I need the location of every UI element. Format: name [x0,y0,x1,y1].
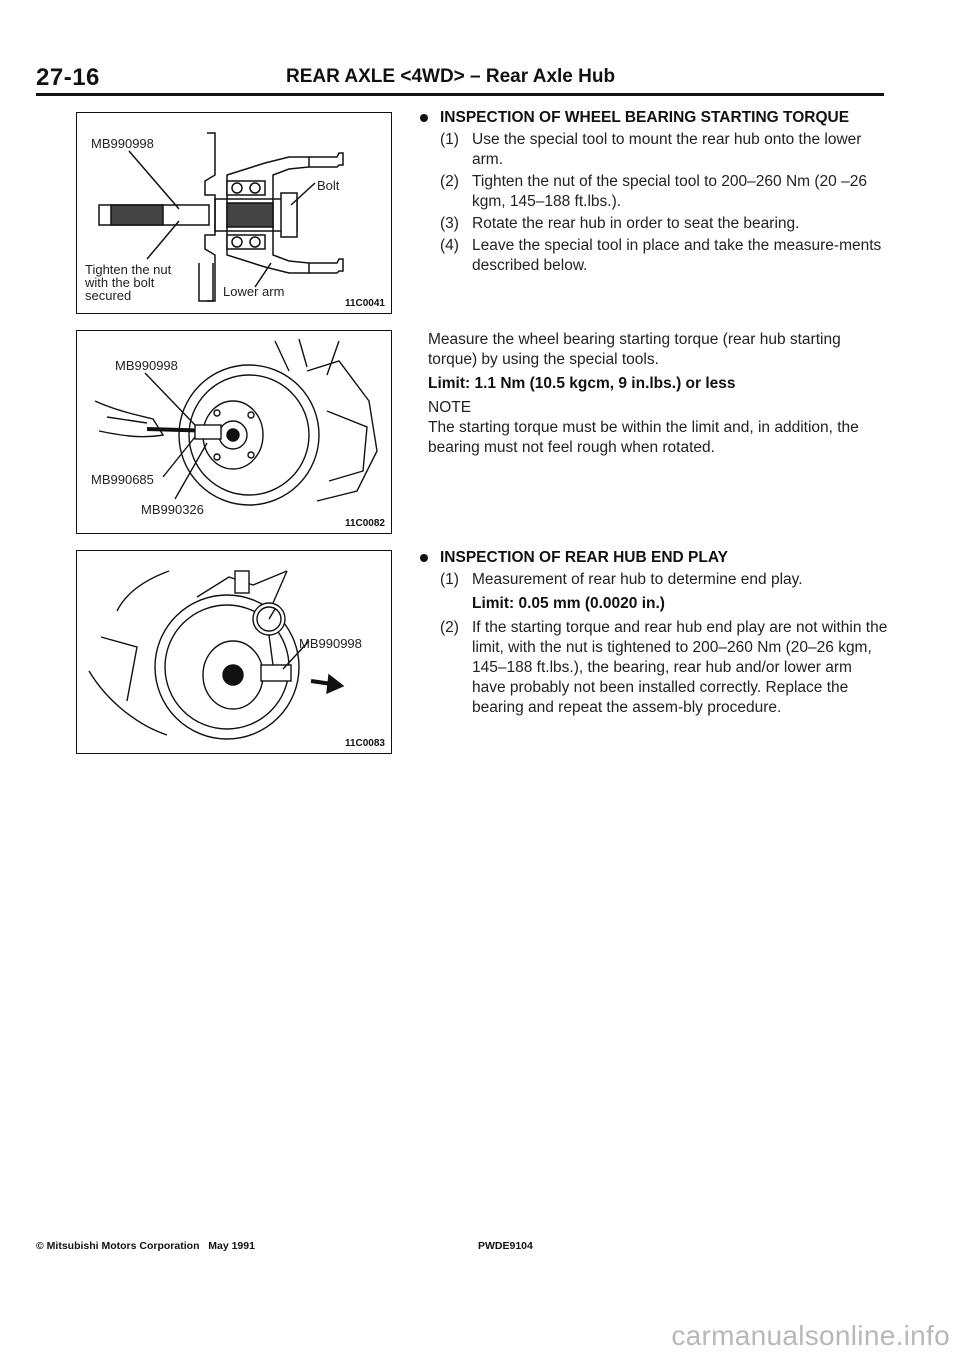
page-title: REAR AXLE <4WD> – Rear Axle Hub [286,66,616,87]
step-number: (3) [440,215,459,232]
end-play-drawing [77,551,391,753]
section-heading-text: INSPECTION OF REAR HUB END PLAY [440,549,728,566]
procedure-step [418,618,888,718]
procedure-step [418,214,888,234]
step-number: (1) [440,131,459,148]
step-text: Leave the special tool in place and take the measure-ments described below. [472,237,882,274]
figure-code: 11C0041 [344,298,385,309]
procedure-step [418,236,888,276]
step-text: Rotate the rear hub in order to seat the bearing. [472,215,800,232]
section-heading [418,548,888,568]
label-bolt: Bolt [317,178,340,193]
section-hub-end-play [418,548,888,718]
header-divider [36,93,884,96]
label-tighten-line-3: secured [85,288,132,303]
label-tighten-line-1: Tighten the nut [85,262,172,277]
figure-end-play-measurement [76,550,392,754]
step-number: (2) [440,619,459,636]
procedure-step [418,130,888,170]
label-tool-mb990998: MB990998 [115,358,178,373]
label-tool-mb990685: MB990685 [91,472,154,487]
page-number: 27-16 [36,64,100,91]
label-tool-mb990326: MB990326 [141,502,204,517]
step-text: Tighten the nut of the special tool to 200–260 Nm (20 –26 kgm, 145–188 ft.lbs.). [472,173,867,210]
label-tighten-line-2: with the bolt [85,275,155,290]
figure-hub-cross-section [76,112,392,314]
section-wheel-bearing-torque [418,108,888,276]
section-heading-text: INSPECTION OF WHEEL BEARING STARTING TORQUE [440,109,850,126]
step-number: (1) [440,571,459,588]
watermark: carmanualsonline.info [671,1320,950,1351]
section-heading [418,108,888,128]
measure-paragraph: Measure the wheel bearing starting torque (rear hub starting torque) by using the special tools. [428,331,841,368]
torque-limit: Limit: 1.1 Nm (10.5 kgcm, 9 in.lbs.) or less [428,375,736,392]
note-label: NOTE [428,399,472,416]
label-tool-mb990998: MB990998 [91,136,154,151]
label-tool-mb990998: MB990998 [299,636,362,651]
procedure-step [418,172,888,212]
footer-copyright: © Mitsubishi Motors Corporation May 1991 [36,1240,255,1252]
figure-code: 11C0082 [344,518,385,529]
figure-torque-measurement [76,330,392,534]
figure-code: 11C0083 [344,738,385,749]
step-number: (4) [440,237,459,254]
note-text: The starting torque must be within the limit and, in addition, the bearing must not feel rough when rotated. [428,419,859,456]
procedure-step [418,570,888,590]
bullet-icon [420,114,428,122]
footer-doc-code: PWDE9104 [478,1240,533,1252]
step-number: (2) [440,173,459,190]
torque-measurement-text [418,330,888,458]
label-lower-arm: Lower arm [223,284,285,299]
page-header [36,64,884,94]
end-play-limit: Limit: 0.05 mm (0.0020 in.) [472,595,665,612]
bullet-icon [420,554,428,562]
step-text: If the starting torque and rear hub end play are not within the limit, with the nut is tightened to 200–260 Nm (20–26 kgm, 145–188 ft.lbs.), the bearing, rear hub and/or lower arm have probably not been installed correctly. Replace the bearing and repeat the assem-bly procedure. [472,619,888,716]
step-text: Measurement of rear hub to determine end play. [472,571,803,588]
step-text: Use the special tool to mount the rear hub onto the lower arm. [472,131,862,168]
